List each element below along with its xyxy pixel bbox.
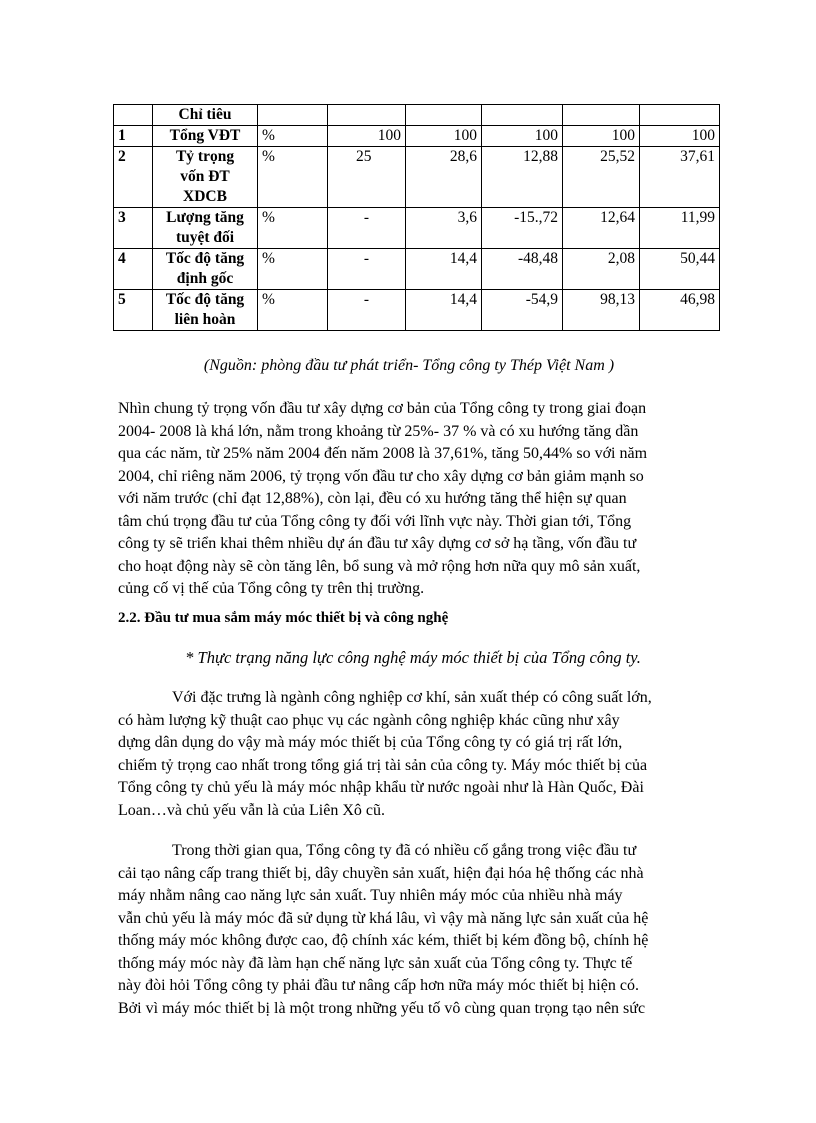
row-value: 100 xyxy=(406,126,482,147)
indicator-line: định gốc xyxy=(176,270,234,287)
row-value: 14,4 xyxy=(406,249,482,290)
text-line: thống máy móc này đã làm hạn chế năng lực sản xuất của Tổng công ty. Thực tế xyxy=(118,954,633,972)
table-cell xyxy=(258,105,328,126)
row-value: 100 xyxy=(482,126,563,147)
text-line: công ty sẽ triển khai thêm nhiều dự án đầu tư xây dựng cơ sở hạ tầng, vốn đầu tư xyxy=(118,535,637,552)
row-value: 3,6 xyxy=(406,208,482,249)
table-row xyxy=(114,249,720,290)
text-line: với năm trước (chỉ đạt 12,88%), còn lại, đều có xu hướng tăng thể hiện sự quan xyxy=(118,490,627,507)
row-value: -48,48 xyxy=(482,249,563,290)
row-unit: % xyxy=(258,290,328,331)
row-value: 12,88 xyxy=(482,147,563,208)
text-line: tâm chú trọng đầu tư của Tổng công ty đối với lĩnh vực này. Thời gian tới, Tổng xyxy=(118,512,632,530)
table-cell xyxy=(114,105,153,126)
text-line: 2004, chỉ riêng năm 2006, tỷ trọng vốn đầu tư cho xây dựng cơ bản giảm mạnh so xyxy=(118,467,644,485)
text-line: máy nhằm nâng cao năng lực sản xuất. Tuy nhiên máy móc của nhiều nhà máy xyxy=(118,887,623,904)
table-cell xyxy=(640,105,720,126)
text-line: qua các năm, từ 25% năm 2004 đến năm 2008 là 37,61%, tăng 50,44% so với năm xyxy=(118,445,648,462)
row-unit: % xyxy=(258,126,328,147)
row-number: 3 xyxy=(114,208,153,249)
row-value: 28,6 xyxy=(406,147,482,208)
text-line: chiếm tỷ trọng cao nhất trong tổng giá trị tài sản của công ty. Máy móc thiết bị của xyxy=(118,756,648,774)
paragraph-machinery xyxy=(118,687,708,822)
text-line: Trong thời gian qua, Tổng công ty đã có nhiều cố gắng trong việc đầu tư xyxy=(172,842,637,859)
row-value: - xyxy=(328,208,406,249)
row-number: 4 xyxy=(114,249,153,290)
indicator-line: tuyệt đối xyxy=(175,229,235,246)
investment-table xyxy=(113,104,720,331)
row-number: 5 xyxy=(114,290,153,331)
row-value: -54,9 xyxy=(482,290,563,331)
table-cell xyxy=(406,105,482,126)
section-heading: 2.2. Đầu tư mua sắm máy móc thiết bị và công nghệ xyxy=(118,610,449,626)
row-value: 25 xyxy=(328,147,406,208)
row-indicator xyxy=(153,290,258,331)
row-value: 50,44 xyxy=(640,249,720,290)
paragraph-upgrades xyxy=(118,840,708,1020)
paragraph-capital-analysis xyxy=(118,398,708,601)
row-value: 2,08 xyxy=(563,249,640,290)
row-value: - xyxy=(328,290,406,331)
row-indicator xyxy=(153,147,258,208)
table-row xyxy=(114,126,720,147)
text-line: cho hoạt động này sẽ còn tăng lên, bổ sung và mở rộng hơn nữa quy mô sản xuất, xyxy=(118,557,641,575)
table-row xyxy=(114,208,720,249)
row-value: 100 xyxy=(563,126,640,147)
table-source-note: (Nguồn: phòng đầu tư phát triển- Tổng công ty Thép Việt Nam ) xyxy=(203,357,615,374)
row-indicator xyxy=(153,249,258,290)
table-row xyxy=(114,290,720,331)
row-value: - xyxy=(328,249,406,290)
text-line: 2004- 2008 là khá lớn, nằm trong khoảng từ 25%- 37 % và có xu hướng tăng dần xyxy=(118,422,639,440)
row-value: 100 xyxy=(328,126,406,147)
text-line: Tổng công ty chủ yếu là máy móc nhập khẩu từ nước ngoài như là Hàn Quốc, Đài xyxy=(118,779,644,796)
indicator-line: liên hoàn xyxy=(174,311,236,328)
indicator-line: vốn ĐT xyxy=(180,168,230,185)
row-value: 12,64 xyxy=(563,208,640,249)
text-line: vẫn chủ yếu là máy móc đã sử dụng từ khá lâu, vì vậy mà năng lực sản xuất của hệ xyxy=(118,909,649,927)
table-row xyxy=(114,147,720,208)
table-cell xyxy=(328,105,406,126)
row-indicator: Tổng VĐT xyxy=(153,126,258,147)
row-number: 1 xyxy=(114,126,153,147)
row-number: 2 xyxy=(114,147,153,208)
row-unit: % xyxy=(258,208,328,249)
table-cell xyxy=(563,105,640,126)
text-line: Loan…và chủ yếu vẫn là của Liên Xô cũ. xyxy=(118,801,386,819)
indicator-line: XDCB xyxy=(183,188,227,205)
section-subheading: * Thực trạng năng lực công nghệ máy móc thiết bị của Tổng công ty. xyxy=(185,648,641,667)
text-line: này đòi hỏi Tổng công ty phải đầu tư nâng cấp hơn nữa máy móc thiết bị hiện có. xyxy=(118,977,639,994)
indicator-line: Lượng tăng xyxy=(166,209,244,226)
row-value: 46,98 xyxy=(640,290,720,331)
table-cell xyxy=(482,105,563,126)
indicator-line: Tốc độ tăng xyxy=(165,250,245,267)
row-value: 11,99 xyxy=(640,208,720,249)
indicator-line: Tỷ trọng xyxy=(175,148,235,165)
text-line: dựng dân dụng do vậy mà máy móc thiết bị của Tổng công ty có giá trị rất lớn, xyxy=(118,734,623,751)
text-line: cải tạo nâng cấp trang thiết bị, dây chuyền sản xuất, hiện đại hóa hệ thống các nhà xyxy=(118,864,644,882)
indicator-line: Tốc độ tăng xyxy=(165,291,245,308)
text-line: có hàm lượng kỹ thuật cao phục vụ các ngành công nghiệp khác cũng như xây xyxy=(118,711,620,729)
row-unit: % xyxy=(258,249,328,290)
text-line: thống máy móc không được cao, độ chính xác kém, thiết bị kém đồng bộ, chính hệ xyxy=(118,932,649,949)
text-line: Bởi vì máy móc thiết bị là một trong những yếu tố vô cùng quan trọng tạo nên sức xyxy=(118,999,646,1017)
table-header-row xyxy=(114,105,720,126)
row-value: 37,61 xyxy=(640,147,720,208)
text-line: củng cố vị thế của Tổng công ty trên thị trường. xyxy=(118,580,425,597)
row-indicator xyxy=(153,208,258,249)
header-indicator-label: Chỉ tiêu xyxy=(153,105,258,126)
text-line: Nhìn chung tỷ trọng vốn đầu tư xây dựng cơ bản của Tổng công ty trong giai đoạn xyxy=(118,400,647,417)
row-value: 100 xyxy=(640,126,720,147)
row-value: 14,4 xyxy=(406,290,482,331)
row-value: 25,52 xyxy=(563,147,640,208)
row-value: -15.,72 xyxy=(482,208,563,249)
row-unit: % xyxy=(258,147,328,208)
row-value: 98,13 xyxy=(563,290,640,331)
text-line: Với đặc trưng là ngành công nghiệp cơ khí, sản xuất thép có công suất lớn, xyxy=(172,689,652,706)
